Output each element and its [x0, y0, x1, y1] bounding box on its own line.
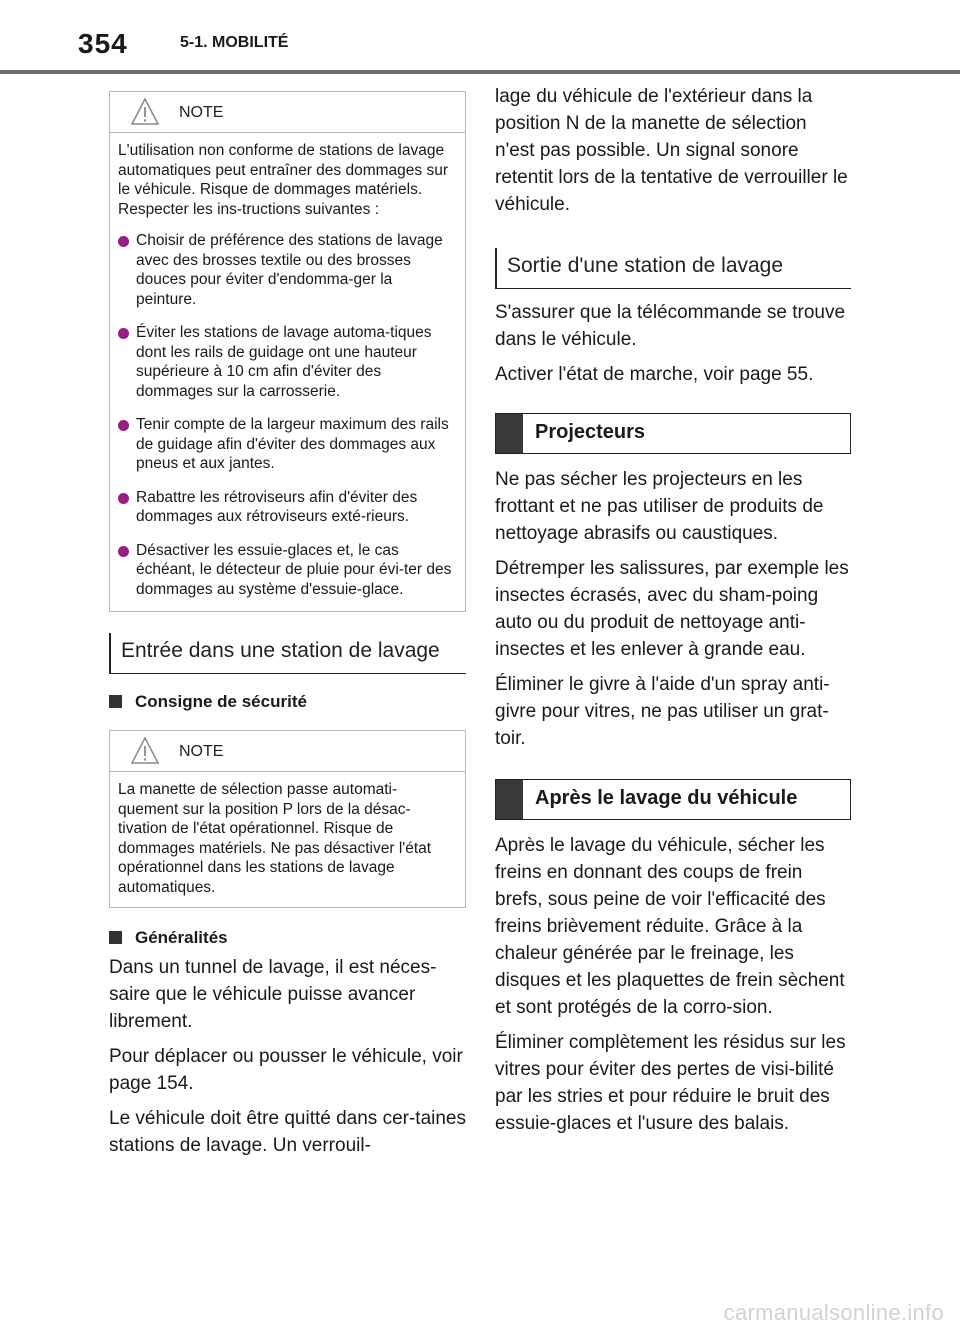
note-body	[110, 133, 465, 611]
list-item: Tenir compte de la largeur maximum des rails de guidage afin d'éviter des dommages aux pneus et aux jantes.	[118, 415, 456, 474]
safety-heading: Consigne de sécurité	[109, 692, 466, 712]
note-header	[110, 92, 465, 133]
watermark: carmanualsonline.info	[723, 1300, 944, 1325]
after-wash-heading: Après le lavage du véhicule	[495, 779, 851, 820]
list-item: Rabattre les rétroviseurs afin d'éviter des dommages aux rétroviseurs exté-rieurs.	[118, 488, 456, 527]
general-text	[109, 954, 466, 1159]
warning-triangle-icon	[130, 736, 160, 766]
heading-bar	[496, 780, 523, 819]
note-header	[110, 731, 465, 772]
paragraph: lage du véhicule de l'extérieur dans la position N de la manette de sélection n'est pas possible. Un signal sonore retentit lors de la tentative de verrouiller le véhicule.	[495, 86, 848, 215]
general-heading: Généralités	[109, 928, 466, 948]
headlights-text	[495, 466, 851, 752]
paragraph: Éliminer complètement les résidus sur les vitres pour éviter des pertes de visi-bilité par les stries et pour réduire le bruit des essuie-glaces et l'usure des balais.	[495, 1032, 846, 1134]
paragraph: Détremper les salissures, par exemple les insectes écrasés, avec du sham-poing auto ou du produit de nettoyage anti-insectes et les enlever à grande eau.	[495, 558, 849, 660]
paragraph: Dans un tunnel de lavage, il est néces-saire que le véhicule puisse avancer librement.	[109, 957, 437, 1032]
header-rule	[0, 70, 960, 74]
bullet-dot-icon	[118, 236, 129, 247]
note-box-selector	[109, 730, 466, 908]
paragraph: Éliminer le givre à l'aide d'un spray anti-givre pour vitres, ne pas utiliser un grat-toir.	[495, 674, 830, 749]
paragraph: S'assurer que la télécommande se trouve dans le véhicule.	[495, 302, 846, 350]
section-title: 5-1. MOBILITÉ	[180, 34, 289, 51]
square-bullet-icon	[109, 695, 122, 708]
exit-text	[495, 299, 851, 388]
note-intro: L'utilisation non conforme de stations de lavage automatiques peut entraîner des dommages sur le véhicule. Risque de dommages matériels. Respecter les ins-tructions suivantes :	[118, 142, 448, 218]
paragraph: Après le lavage du véhicule, sécher les freins en donnant des coups de frein brefs, sous peine de voir l'efficacité des freins brièvement réduite. Grâce à la chaleur générée par le freinage, les disques et les plaquettes de frein sèchent et sont protégés de la corro-sion.	[495, 835, 845, 1018]
page-number: 354	[78, 28, 128, 59]
note-title: NOTE	[179, 104, 224, 121]
list-item: Éviter les stations de lavage automa-tiques dont les rails de guidage ont une hauteur supérieure à 10 cm afin d'éviter des dommages sur la carrosserie.	[118, 323, 456, 401]
paragraph: Pour déplacer ou pousser le véhicule, voir page 154.	[109, 1046, 463, 1094]
bullet-dot-icon	[118, 493, 129, 504]
paragraph: Ne pas sécher les projecteurs en les frottant et ne pas utiliser de produits de nettoyage abrasifs ou caustiques.	[495, 469, 824, 544]
square-bullet-icon	[109, 931, 122, 944]
bullet-dot-icon	[118, 328, 129, 339]
left-column	[109, 91, 466, 1167]
note-text: La manette de sélection passe automati-quement sur la position P lors de la désac-tivation de l'état opérationnel. Risque de dommages matériels. Ne pas désactiver l'état opérationnel dans les stations de lavage automatiques.	[118, 781, 432, 896]
bullet-dot-icon	[118, 546, 129, 557]
right-column	[495, 83, 851, 1145]
headlights-heading: Projecteurs	[495, 413, 851, 454]
entry-heading: Entrée dans une station de lavage	[109, 633, 466, 674]
list-item: Choisir de préférence des stations de lavage avec des brosses textile ou des brosses douces pour éviter d'endomma-ger la peinture.	[118, 231, 456, 309]
note-body	[110, 772, 465, 907]
bullet-dot-icon	[118, 420, 129, 431]
warning-triangle-icon	[130, 97, 160, 127]
exit-heading: Sortie d'une station de lavage	[495, 248, 851, 289]
paragraph: Activer l'état de marche, voir page 55.	[495, 364, 814, 385]
paragraph: Le véhicule doit être quitté dans cer-taines stations de lavage. Un verrouil-	[109, 1108, 466, 1156]
after-wash-text	[495, 832, 851, 1137]
note-box-washing	[109, 91, 466, 612]
heading-bar	[496, 414, 523, 453]
note-title: NOTE	[179, 743, 224, 760]
list-item: Désactiver les essuie-glaces et, le cas échéant, le détecteur de pluie pour évi-ter des dommages au système d'essuie-glace.	[118, 541, 456, 600]
